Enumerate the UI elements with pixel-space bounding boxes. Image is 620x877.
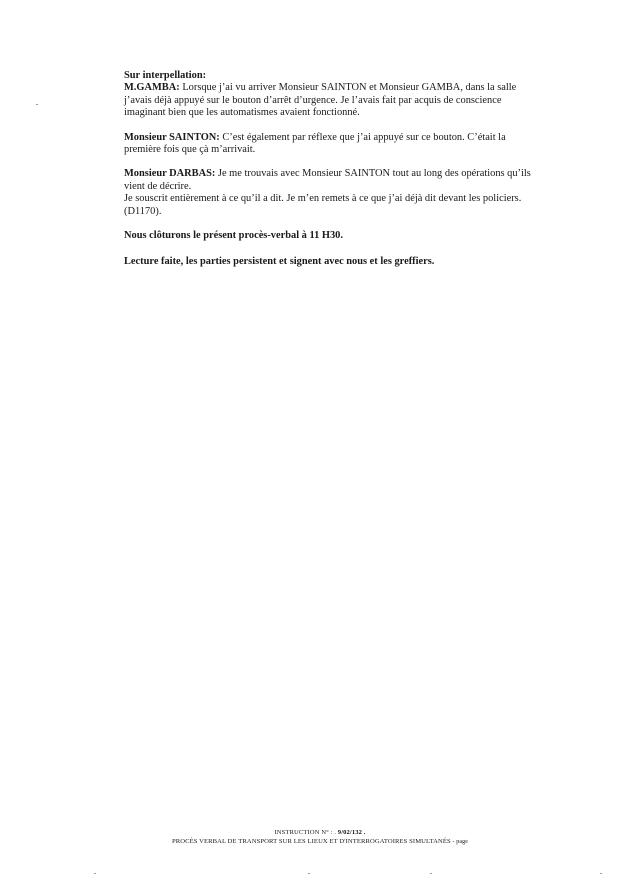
text-line: première fois que çà m’arrivait. — [124, 144, 256, 156]
text-line: vient de décrire. — [124, 180, 192, 192]
paragraph-gamba — [124, 70, 564, 120]
instruction-label: INSTRUCTION N° : . — [274, 829, 337, 836]
text-line: j’avais déjà appuyé sur le bouton d’arrêt d’urgence. Je l’avais fait par acquis de conscience — [124, 94, 502, 106]
text-line — [124, 168, 564, 180]
speaker-name: Monsieur DARBAS: — [124, 168, 216, 180]
paragraph-sainton — [124, 132, 564, 157]
closing-statement: Nous clôturons le présent procès-verbal à 11 H30. — [124, 230, 343, 242]
statement-text: Je me trouvais avec Monsieur SAINTON tout au long des opérations qu’ils — [217, 168, 531, 180]
scan-speck — [308, 873, 310, 874]
document-type: PROCÈS VERBAL DE TRANSPORT SUR LES LIEUX ET D'INTERROGATOIRES SIMULTANÉS — [172, 838, 451, 845]
scan-speck — [36, 104, 38, 105]
speaker-name: M.GAMBA: — [124, 82, 180, 94]
paragraph-darbas — [124, 168, 564, 218]
text-line: (D1170). — [124, 205, 162, 217]
text-line — [124, 132, 564, 144]
document-body — [124, 70, 564, 283]
statement-text: C’est également par réflexe que j’ai appuyé sur ce bouton. C’était la — [222, 131, 506, 143]
instruction-number: 9/02/132 . — [337, 829, 366, 836]
statement-text: Lorsque j’ai vu arriver Monsieur SAINTON et Monsieur GAMBA, dans la salle — [182, 82, 517, 94]
page-label: - page — [452, 839, 468, 845]
section-heading: Sur interpellation: — [124, 70, 207, 81]
scan-speck — [600, 873, 602, 874]
footer-title — [120, 838, 520, 846]
text-line: imaginant bien que les automatismes avaient fonctionné. — [124, 107, 360, 119]
signature-statement: Lecture faite, les parties persistent et signent avec nous et les greffiers. — [124, 256, 435, 268]
speaker-name: Monsieur SAINTON: — [124, 131, 220, 143]
footer-instruction — [120, 829, 520, 837]
text-line — [124, 82, 564, 94]
scan-speck — [430, 873, 432, 874]
scan-speck — [94, 873, 96, 874]
text-line: Je souscrit entièrement à ce qu’il a dit. Je m’en remets à ce que j’ai déjà dit devant les policiers. — [124, 193, 522, 205]
